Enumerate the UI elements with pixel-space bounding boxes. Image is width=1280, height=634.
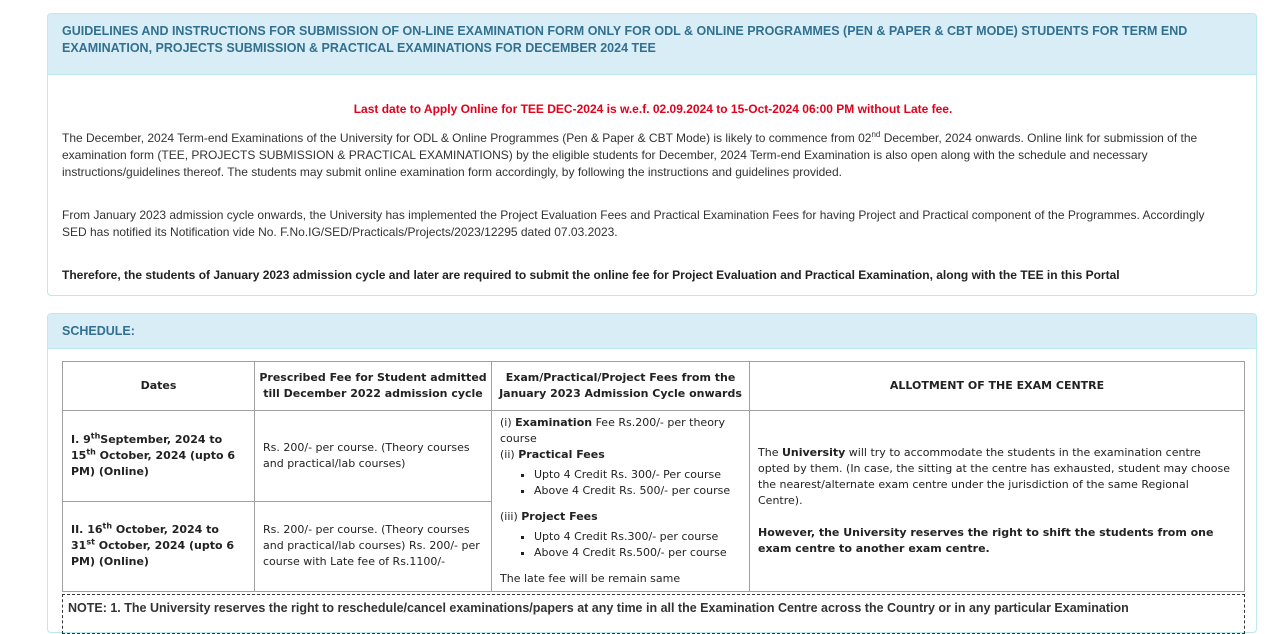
guidelines-heading: GUIDELINES AND INSTRUCTIONS FOR SUBMISSION OF ON-LINE EXAMINATION FORM ONLY FOR ODL & ONLINE PROGRAMMES (PEN & PAPER & CBT MODE) STUDENTS FOR TERM END EXAMINATION, PROJECTS SUBMISSION & PRACTICAL EXAMINATIONS FOR DECEMBER 2024 TEE — [48, 14, 1256, 75]
project-fee-heading — [500, 509, 741, 525]
date-text: October, 2024 (upto 6 PM) (Online) — [71, 448, 235, 478]
schedule-heading: SCHEDULE: — [48, 314, 1256, 349]
ordinal-suffix: th — [102, 521, 113, 531]
header-allotment: ALLOTMENT OF THE EXAM CENTRE — [750, 362, 1245, 411]
exam-commencement-paragraph — [62, 130, 1232, 181]
late-fee-note: The late fee will be remain same — [500, 572, 681, 585]
date-text: I. 9 — [71, 432, 91, 446]
paragraph-text: December, 2024 onwards. Online link for submission of the examination form (TEE, PROJECTS SUBMISSION & PRACTICAL EXAMINATIONS) by the eligible students for December, 2024 Term-end Examination is also open along with the schedule and necessary instructions/guidelines thereof. The students may submit online examination form accordingly, by following the instructions and guidelines provided. — [62, 131, 1198, 179]
prescribed-fee-cell: Rs. 200/- per course. (Theory courses and practical/lab courses) — [255, 411, 492, 502]
label-text: The — [758, 446, 782, 459]
schedule-panel — [47, 313, 1257, 633]
practical-fee-list — [500, 467, 741, 499]
allotment-text — [758, 445, 1236, 509]
header-new-fees: Exam/Practical/Project Fees from the January 2023 Admission Cycle onwards — [492, 362, 750, 411]
schedule-table — [62, 361, 1245, 592]
label-text: (ii) — [500, 448, 519, 461]
prescribed-fee-cell: Rs. 200/- per course. (Theory courses and practical/lab courses) Rs. 200/- per course with Late fee of Rs.1100/- — [255, 501, 492, 592]
label-text: University — [781, 446, 846, 459]
allotment-cell — [750, 411, 1245, 592]
paragraph-text: The December, 2024 Term-end Examinations of the University for ODL & Online Programmes (Pen & Paper & CBT Mode) is likely to commence from 02 — [62, 131, 872, 145]
fees-implementation-paragraph: From January 2023 admission cycle onwards, the University has implemented the Project Evaluation Fees and Practical Examination Fees for having Project and Practical component of the Programmes. Accordingly SED has notified its Notification vide No. F.No.IG/SED/Practicals/Projects/2023/12295 dated 07.03.2023. — [62, 208, 1205, 239]
date-text: October, 2024 (upto 6 PM) (Online) — [71, 539, 235, 569]
label-text: will try to accommodate the students in the examination centre opted by them. (In case, the sitting at the centre has exhausted, student may choose the nearest/alternate exam centre under the jurisdiction of the same Regional Centre). — [758, 446, 1231, 507]
list-item: ▪ Above 4 Credit Rs. 500/- per course — [534, 483, 741, 499]
date-text: October, 2024 to 31 — [71, 523, 219, 553]
label-text: (i) — [500, 416, 516, 429]
table-header-row — [63, 362, 1245, 411]
label-text: Fee Rs.200/- per theory course — [500, 416, 725, 445]
guidelines-panel — [47, 13, 1257, 296]
date-text: II. 16 — [71, 523, 103, 537]
list-item: ▪ Upto 4 Credit Rs. 300/- Per course — [534, 467, 741, 483]
ordinal-suffix: st — [86, 537, 95, 547]
label-text: (iii) — [500, 510, 522, 523]
label-text: Project Fees — [521, 510, 598, 523]
last-date-notice: Last date to Apply Online for TEE DEC-2024 is w.e.f. 02.09.2024 to 15-Oct-2024 06:00 PM without Late fee. — [353, 102, 953, 116]
date-cell — [63, 411, 255, 502]
table-row — [63, 411, 1245, 502]
practical-fee-heading — [500, 447, 741, 463]
date-text: September, 2024 to 15 — [71, 432, 223, 462]
list-item: ▪ Above 4 Credit Rs.500/- per course — [534, 545, 741, 561]
list-item: ▪ Upto 4 Credit Rs.300/- per course — [534, 529, 741, 545]
date-cell — [63, 501, 255, 592]
label-text: Examination — [515, 416, 593, 429]
reschedule-note: NOTE: 1. The University reserves the right to reschedule/cancel examinations/papers at any time in all the Examination Centre across the Country or in any particular Examination — [62, 594, 1245, 634]
header-prescribed-fee: Prescribed Fee for Student admitted till December 2022 admission cycle — [255, 362, 492, 411]
header-dates: Dates — [63, 362, 255, 411]
reserve-right-note: However, the University reserves the right to shift the students from one exam centre to another exam centre. — [758, 526, 1214, 555]
ordinal-suffix: th — [90, 431, 101, 441]
ordinal-suffix: th — [86, 447, 96, 457]
new-fees-cell — [492, 411, 750, 592]
label-text: Practical Fees — [518, 448, 605, 461]
project-fee-list — [500, 529, 741, 561]
ordinal-suffix: nd — [871, 130, 881, 139]
fee-requirement-paragraph: Therefore, the students of January 2023 admission cycle and later are required to submit the online fee for Project Evaluation and Practical Examination, along with the TEE in this Portal — [62, 268, 1120, 282]
exam-fee-line — [500, 415, 741, 447]
